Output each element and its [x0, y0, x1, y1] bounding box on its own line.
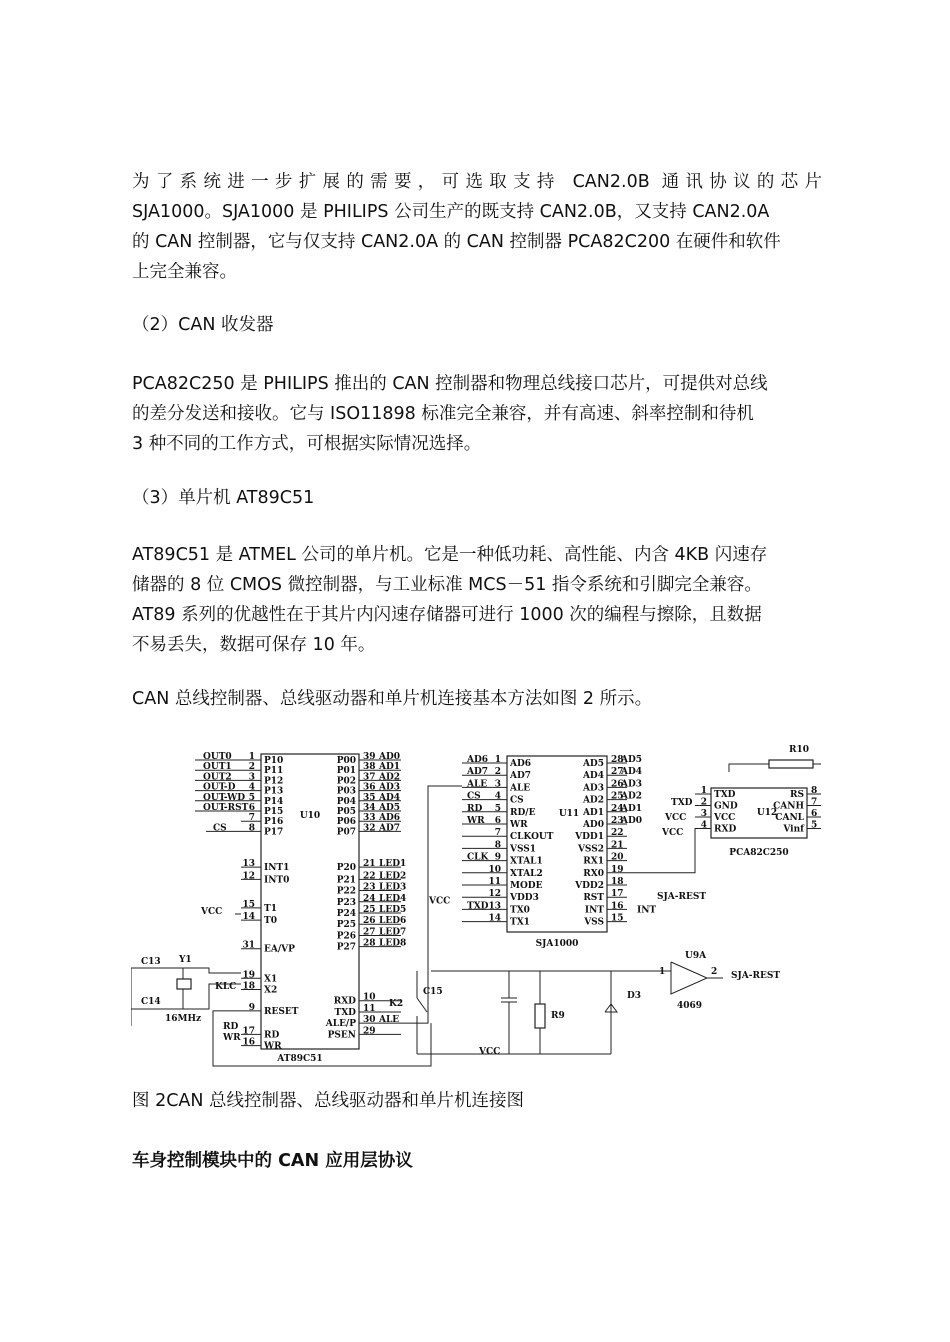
section-heading-protocol: 车身控制模块中的 CAN 应用层协议 [132, 1151, 413, 1171]
circuit-diagram [131, 736, 821, 1078]
u11-signal-label: TXD [467, 901, 489, 912]
u10-led-label: LED5 [379, 905, 407, 915]
u11-pin-label: CS [510, 795, 524, 806]
u10-pin-label: P17 [264, 827, 284, 838]
k2-switch [417, 998, 427, 1012]
u11-pin-label: VSS1 [510, 844, 537, 855]
text-line: CAN 总线控制器、总线驱动器和单片机连接基本方法如图 2 所示。 [132, 689, 653, 709]
u10-pin-label: RD [264, 1030, 280, 1041]
u10-ad-label: AD2 [379, 772, 401, 783]
u11-pin-number: 3 [494, 779, 501, 790]
u11-signal-label: AD3 [621, 779, 643, 790]
vcc-bottom-label: VCC [479, 1047, 501, 1057]
u10-pin-number: 33 [363, 813, 376, 824]
u10-pin-label: PSEN [327, 1030, 356, 1041]
paragraph-intro-figure [132, 684, 822, 714]
u10-pin-number: 12 [242, 871, 255, 882]
u11-pin-number: 12 [488, 889, 501, 900]
u10-pin-number: 15 [242, 899, 255, 910]
u10-pin-label: P01 [336, 766, 356, 777]
u11-pin-number: 8 [494, 840, 501, 851]
u10-pin-number: 39 [363, 752, 376, 762]
u10-ad-label: AD5 [379, 803, 401, 813]
u11-pin-number: 5 [494, 803, 501, 814]
u11-pin-label: MODE [510, 881, 543, 891]
u10-pin-label: P02 [336, 776, 356, 787]
u10-pin-label: P26 [336, 931, 356, 942]
u10-pin-label: P10 [264, 756, 284, 766]
u10-pin-label: P25 [336, 920, 356, 931]
u10-led-label: LED8 [379, 938, 407, 949]
u11-pin-number: 16 [611, 901, 624, 912]
u10-pin-number: 24 [363, 893, 376, 904]
u10-pin-label: P03 [336, 786, 356, 797]
u10-pin-label: P13 [264, 786, 284, 797]
u10-pin-label: P05 [336, 807, 356, 817]
u12-pin-number: 2 [700, 797, 707, 808]
text-line: SJA1000。SJA1000 是 PHILIPS 公司生产的既支持 CAN2.0B，又支持 CAN2.0A [132, 202, 770, 222]
u11-pin-number: 11 [488, 877, 501, 887]
u11-pin-label: AD6 [510, 759, 532, 769]
freq-label: 16MHz [165, 1014, 202, 1024]
u11-signal-label: CLK [467, 852, 489, 863]
u11-pin-number: 4 [494, 791, 501, 802]
figure-caption: 图 2CAN 总线控制器、总线驱动器和单片机连接图 [132, 1091, 525, 1111]
u11-pin-number: 6 [494, 816, 501, 826]
u10-pin-number: 21 [363, 859, 376, 870]
circuit-labels [141, 745, 817, 1064]
u10-pin-label: X1 [264, 974, 278, 985]
crystal-y1 [177, 979, 191, 989]
u11-pin-number: 24 [611, 803, 624, 814]
u11-pin-label: INT [584, 905, 604, 916]
u10-pin-label: INT0 [264, 875, 290, 886]
text-line: 不易丢失，数据可保存 10 年。 [132, 635, 376, 655]
u11-pin-number: 21 [611, 840, 624, 851]
text-line: 为了系统进一步扩展的需要，可选取支持 CAN2.0B 通讯协议的芯片 [132, 172, 822, 192]
u11-pin-label: RST [583, 893, 604, 904]
u11-pin-number: 14 [488, 913, 501, 924]
u10-pin-number: 4 [248, 782, 255, 793]
u10-pin-number: 22 [363, 871, 376, 882]
u10-out-label: OUT2 [203, 772, 232, 783]
u11-pin-label: RD/E [510, 807, 536, 818]
u9a-pin1: 1 [659, 967, 666, 977]
u11-vdd-vcc: VCC [662, 828, 684, 839]
d3-label: D3 [627, 991, 642, 1001]
u12-pin-label: Vinf [783, 824, 804, 835]
u11-sja-rest: SJA-REST [657, 892, 707, 903]
text-line: 的 CAN 控制器，它与仅支持 CAN2.0A 的 CAN 控制器 PCA82C200 在硬件和软件 [132, 232, 781, 252]
resistor-r9 [535, 1004, 545, 1028]
resistor-r10 [769, 760, 813, 768]
u10-pin-number: 17 [242, 1026, 255, 1037]
paragraph-pca82c250 [132, 369, 822, 459]
r10-label: R10 [789, 745, 810, 755]
u10-out-label: OUT1 [203, 762, 232, 773]
u11-pin-number: 28 [611, 755, 624, 765]
u10-pin-label: RXD [333, 996, 356, 1007]
u10-pin-number: 28 [363, 938, 376, 949]
u12-pin-label: CANL [775, 813, 804, 823]
text-line: 3 种不同的工作方式，可根据实际情况选择。 [132, 434, 482, 454]
u11-pin-number: 2 [494, 767, 501, 778]
u10-rd-ext: RD [223, 1022, 239, 1032]
u11-pin-label: AD3 [582, 783, 604, 794]
u10-out-label: OUT-WD [203, 792, 246, 803]
chip-u11-name: SJA1000 [535, 939, 579, 949]
u10-pin-label: ALE/P [325, 1019, 356, 1030]
u12-vcc-ext: VCC [665, 813, 687, 823]
u10-pin-number: 7 [248, 813, 255, 824]
u12-pin-number: 3 [700, 809, 707, 819]
u10-pin-label: P04 [336, 796, 356, 807]
u10-pin-label: EA/VP [264, 944, 295, 955]
u10-pin-number: 13 [242, 859, 255, 870]
u11-pin-label: XTAL1 [510, 856, 543, 867]
u10-pin-label: P20 [336, 863, 356, 874]
paragraph-sja1000 [132, 167, 822, 287]
chip-u11-ref: U11 [558, 809, 580, 819]
text-line: 储器的 8 位 CMOS 微控制器，与工业标准 MCS－51 指令系统和引脚完全兼容。 [132, 575, 762, 595]
chip-u12-name: PCA82C250 [729, 848, 789, 858]
chip-u10-name: AT89C51 [277, 1054, 323, 1064]
u11-pin-label: VDD2 [575, 881, 604, 891]
sja-rest-out-label: SJA-REST [731, 971, 781, 981]
u11-pin-label: RX0 [583, 868, 604, 879]
u10-pin-label: P00 [336, 756, 356, 766]
u12-pin-label: RS [790, 790, 804, 800]
u10-ale-label: ALE [379, 1015, 400, 1026]
u12-pin-label: VCC [714, 813, 736, 823]
u10-pin-number: 19 [242, 970, 255, 981]
u11-pin-label: TX1 [510, 917, 530, 928]
u10-led-label: LED4 [379, 893, 407, 904]
u10-pin-number: 2 [248, 762, 255, 773]
u11-signal-label: AD6 [467, 755, 489, 765]
u11-pin-label: TX0 [510, 905, 530, 916]
u11-pin-label: AD1 [582, 807, 604, 818]
u10-ad-label: AD6 [379, 813, 401, 824]
u10-pin-number: 25 [363, 905, 376, 915]
u10-pin-number: 8 [248, 823, 255, 834]
u10-pin-number: 36 [363, 782, 376, 793]
u11-pin-number: 10 [488, 864, 501, 875]
u10-wr-ext: WR [223, 1033, 241, 1043]
u11-signal-label: RD [467, 803, 483, 814]
y1-label: Y1 [179, 955, 192, 965]
u10-pin-label: X2 [264, 985, 278, 996]
u10-pin-label: P24 [336, 909, 356, 919]
u11-signal-label: AD1 [621, 803, 643, 814]
c15-label: C15 [423, 987, 443, 997]
u10-pin-label: P16 [264, 817, 284, 828]
u11-signal-label: ALE [467, 779, 488, 790]
chip-u12-ref: U12 [756, 808, 778, 818]
u10-pin-number: 30 [363, 1015, 376, 1026]
u10-ad-label: AD4 [379, 792, 401, 803]
u10-pin-label: P12 [264, 776, 284, 787]
u10-led-label: LED7 [379, 927, 407, 938]
section-heading-transceiver: （2）CAN 收发器 [132, 315, 274, 335]
u10-pin-number: 5 [248, 792, 255, 803]
u10-pin-number: 26 [363, 916, 376, 927]
u11-pin-number: 27 [611, 767, 624, 778]
u11-pin-label: AD2 [582, 795, 604, 806]
u10-ad-label: AD3 [379, 782, 401, 793]
u10-pin-number: 9 [248, 1002, 255, 1013]
u10-led-label: LED3 [379, 882, 407, 893]
u11-pin-number: 26 [611, 779, 624, 790]
k2-label: K2 [389, 999, 404, 1009]
u10-pin-number: 34 [363, 803, 376, 813]
u10-pin-label: P06 [336, 817, 356, 828]
text-line: PCA82C250 是 PHILIPS 推出的 CAN 控制器和物理总线接口芯片，可提供对总线 [132, 374, 768, 394]
u11-pin-number: 1 [494, 755, 501, 765]
u11-signal-label: AD2 [621, 791, 643, 802]
u10-pin-label: T1 [264, 903, 277, 914]
u10-pin-number: 35 [363, 792, 376, 803]
u11-pin-label: AD5 [582, 759, 604, 769]
u11-pin-label: AD7 [510, 771, 532, 782]
u10-pin-label: T0 [264, 916, 277, 927]
u11-pin-label: RX1 [583, 856, 604, 867]
u10-pin-label: P27 [336, 942, 356, 953]
u11-pin-label: XTAL2 [510, 868, 543, 879]
u11-pin-label: VSS2 [577, 844, 604, 855]
u11-pin-label: VSS [584, 917, 604, 928]
u10-pin-number: 18 [242, 981, 255, 992]
c13-label: C13 [141, 957, 161, 967]
u10-pin-label: WR [264, 1041, 282, 1052]
u12-txd-ext: TXD [671, 798, 693, 808]
r10-left-wire [729, 764, 769, 772]
u11-pin-label: VDD1 [575, 832, 604, 843]
u11-pin-number: 17 [611, 889, 624, 900]
u10-pin-label: INT1 [264, 863, 290, 874]
u11-pin-number: 7 [494, 828, 501, 839]
c14-label: C14 [141, 997, 161, 1007]
text-line: 上完全兼容。 [132, 262, 237, 282]
u10-out-label: OUT-D [203, 782, 236, 793]
u11-pin-number: 18 [611, 877, 624, 887]
u11-signal-label: AD5 [621, 755, 643, 765]
u10-pin-number: 27 [363, 927, 376, 938]
u11-signal-label: AD7 [467, 767, 489, 778]
u12-pin-number: 5 [811, 820, 818, 831]
u11-pin-number: 20 [611, 852, 624, 863]
u10-pin-number: 37 [363, 772, 376, 783]
u10-pin-number: 31 [242, 940, 255, 951]
u11-pin-number: 13 [488, 901, 501, 912]
u10-pin-label: P11 [264, 766, 284, 777]
u11-pin-label: WR [510, 820, 528, 830]
u11-signal-label: AD4 [621, 767, 643, 778]
xtal1-wire [151, 968, 241, 973]
u10-pin-number: 1 [248, 752, 255, 762]
u10-pin-number: 14 [242, 912, 255, 923]
u9a-pin2: 2 [711, 967, 718, 977]
u10-pin-number: 16 [242, 1037, 255, 1048]
u11-signal-label: AD0 [621, 816, 643, 826]
u11-vcc-label: VCC [429, 896, 451, 907]
gate-label: 4069 [677, 1001, 703, 1011]
u10-cs-label: CS [213, 823, 227, 834]
u10-out-label: OUT0 [203, 752, 232, 762]
u10-pin-label: P22 [336, 886, 356, 897]
u11-pin-number: 15 [611, 913, 624, 924]
u12-pin-number: 8 [811, 786, 818, 796]
vcc-label: VCC [201, 907, 223, 917]
u12-pin-number: 7 [811, 797, 818, 808]
u10-pin-number: 3 [248, 772, 255, 783]
u12-pin-label: CANH [773, 801, 804, 812]
u12-pin-number: 1 [700, 786, 707, 796]
u10-ad-label: AD7 [379, 823, 401, 834]
section-heading-mcu: （3）单片机 AT89C51 [132, 488, 315, 508]
u10-led-label: LED2 [379, 871, 407, 882]
u12-pin-label: TXD [714, 790, 736, 800]
text-line: 的差分发送和接收。它与 ISO11898 标准完全兼容，并有高速、斜率控制和待机 [132, 404, 754, 424]
u10-pin-label: P07 [336, 827, 356, 838]
klc-label: KLC [215, 982, 237, 992]
u9a-label: U9A [685, 951, 707, 961]
u10-pin-label: P23 [336, 897, 356, 908]
u11-pin-number: 25 [611, 791, 624, 802]
u10-pin-number: 10 [363, 992, 376, 1003]
u10-pin-label: P14 [264, 796, 284, 807]
u10-pin-label: TXD [334, 1007, 356, 1018]
u10-pin-number: 38 [363, 762, 376, 773]
u11-signal-label: WR [467, 816, 485, 826]
u10-pin-number: 32 [363, 823, 376, 834]
u11-signal-label: CS [467, 791, 481, 802]
u10-pin-number: 29 [363, 1026, 376, 1037]
u10-ad-label: AD0 [379, 752, 401, 762]
u10-pin-number: 23 [363, 882, 376, 893]
u10-pin-number: 6 [248, 803, 255, 813]
u12-pin-number: 6 [811, 809, 818, 819]
u10-ad-label: AD1 [379, 762, 401, 773]
u11-pin-number: 19 [611, 864, 624, 875]
u10-pin-number: 11 [363, 1003, 376, 1014]
u11-pin-number: 9 [494, 852, 501, 863]
chip-u10-ref: U10 [299, 811, 321, 821]
u11-pin-number: 22 [611, 828, 624, 839]
u11-pin-label: AD0 [582, 820, 604, 830]
paragraph-at89c51 [132, 540, 822, 660]
u11-int-label: INT [637, 905, 657, 916]
u11-pin-label: AD4 [582, 771, 604, 782]
u10-out-label: OUT-RST [203, 803, 249, 813]
u12-pin-label: GND [714, 801, 738, 812]
text-line: AT89 系列的优越性在于其片内闪速存储器可进行 1000 次的编程与擦除，且数据 [132, 605, 762, 625]
u11-pin-label: ALE [510, 783, 531, 794]
u10-pin-label: P21 [336, 875, 356, 886]
r9-label: R9 [551, 1011, 565, 1021]
u10-led-label: LED6 [379, 916, 407, 927]
u10-led-label: LED1 [379, 859, 407, 870]
text-line: AT89C51 是 ATMEL 公司的单片机。它是一种低功耗、高性能、内含 4KB 闪速存 [132, 545, 768, 565]
rx-wire [627, 828, 695, 873]
u10-pin-label: RESET [264, 1006, 299, 1017]
u10-pin-label: P15 [264, 807, 284, 817]
u11-pin-label: CLKOUT [510, 832, 554, 843]
u11-pin-label: VDD3 [510, 893, 539, 904]
u12-pin-label: RXD [714, 824, 737, 835]
inverter-u9a [671, 962, 707, 994]
u11-pin-number: 23 [611, 816, 624, 826]
u12-pin-number: 4 [700, 820, 707, 831]
